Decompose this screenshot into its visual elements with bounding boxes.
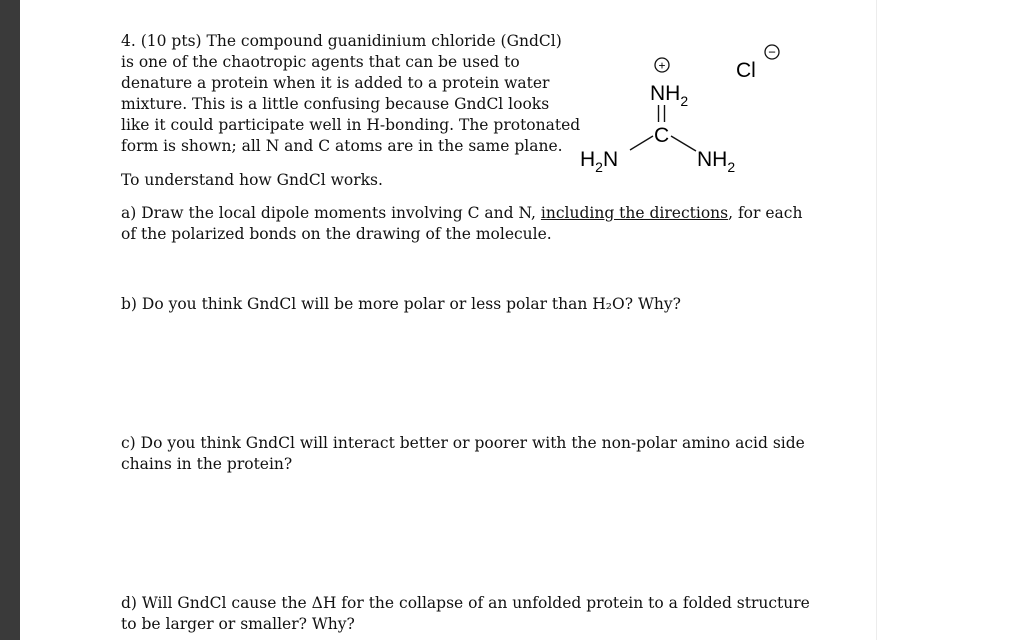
right-amine-nh: NH xyxy=(697,148,728,171)
right-amine-label xyxy=(697,148,735,175)
left-amine-h: H xyxy=(580,148,596,171)
carbon-label: C xyxy=(654,124,670,147)
part-b-question: b) Do you think GndCl will be more polar or less polar than H₂O? Why? xyxy=(121,295,681,313)
page-right-edge xyxy=(876,0,877,640)
document-page xyxy=(20,0,876,640)
left-single-bond xyxy=(630,136,653,150)
question-4-intro xyxy=(121,31,581,157)
intro-line: is one of the chaotropic agents that can be used to xyxy=(121,53,520,71)
left-amine-subscript: 2 xyxy=(595,159,603,175)
top-amine-nh: NH xyxy=(650,82,681,105)
right-amine-subscript: 2 xyxy=(727,159,736,175)
right-single-bond xyxy=(671,136,696,151)
top-amine-subscript: 2 xyxy=(680,93,689,109)
intro-line: like it could participate well in H-bonding. The protonated xyxy=(121,116,581,134)
guanidinium-chloride-structure xyxy=(570,32,810,192)
intro-line: denature a protein when it is added to a protein water xyxy=(121,74,550,92)
intro-line: form is shown; all N and C atoms are in the same plane. xyxy=(121,137,563,155)
part-a-suffix: , for each of the polarized bonds on the drawing of the molecule. xyxy=(121,204,803,243)
understand-line: To understand how GndCl works. xyxy=(121,171,383,189)
plus-charge-sign: + xyxy=(658,58,666,73)
left-amine-n: N xyxy=(602,148,619,171)
part-a-prefix: a) Draw the local dipole moments involving C and N, xyxy=(121,204,541,222)
left-amine-label xyxy=(580,148,618,175)
viewer-left-edge xyxy=(0,0,20,640)
intro-line: 4. (10 pts) The compound guanidinium chloride (GndCl) xyxy=(121,32,562,50)
minus-charge-sign: − xyxy=(768,44,776,60)
part-d-question: d) Will GndCl cause the ΔH for the collapse of an unfolded protein to a folded structure to be larger or smaller? Why? xyxy=(121,594,810,633)
chloride-label: Cl xyxy=(736,59,756,82)
part-a-underlined: including the directions xyxy=(540,204,729,222)
part-a-question xyxy=(121,203,821,245)
top-amine-label xyxy=(650,82,688,109)
part-c-question: c) Do you think GndCl will interact better or poorer with the non-polar amino acid side chains in the protein? xyxy=(121,434,805,473)
intro-line: mixture. This is a little confusing because GndCl looks xyxy=(121,95,550,113)
